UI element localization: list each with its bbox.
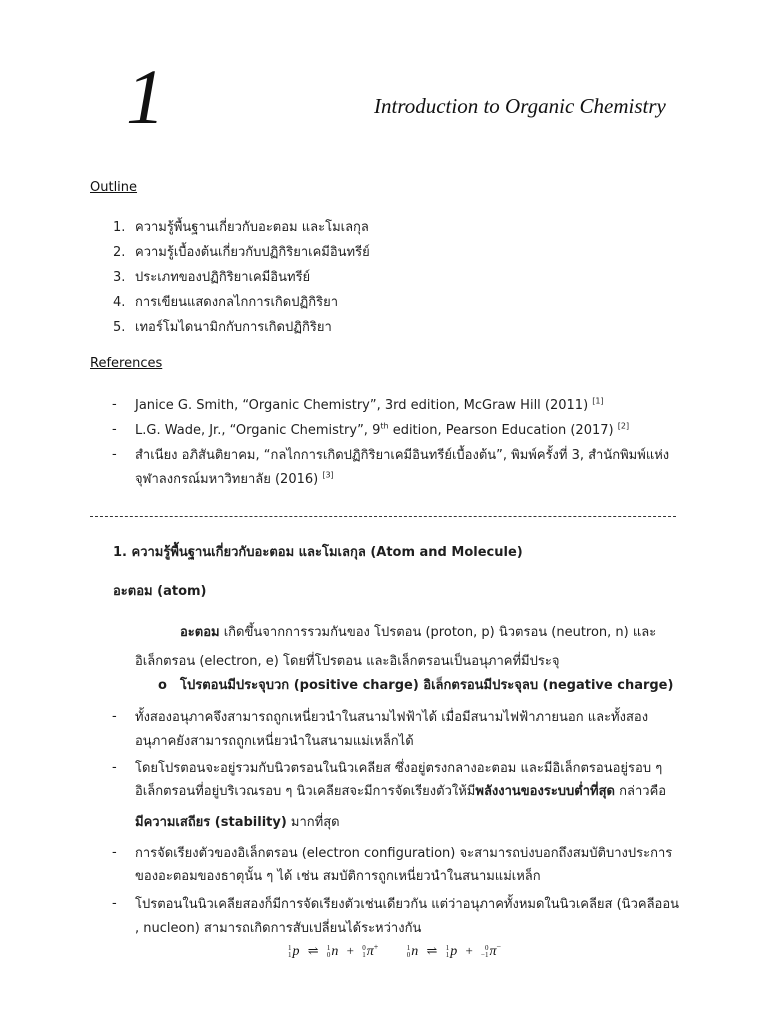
dash-bullet: - — [112, 397, 117, 412]
list-text: ประเภทของปฏิกิริยาเคมีอินทรีย์ — [135, 270, 311, 285]
dash-item-line: , nucleon) สามารถเกิดการสับเปลี่ยนได้ระหว่างกัน — [135, 921, 422, 936]
equilibrium-arrow: ⇌ — [426, 943, 438, 958]
dash-item-line: อนุภาคยังสามารถถูกเหนี่ยวนำในสนามแม่เหล็กได้ — [135, 734, 414, 749]
pion-symbol: π — [489, 944, 497, 959]
reference-item-continued — [135, 471, 334, 489]
nuclide-indices: 1 0 — [326, 944, 331, 960]
dash-bullet: - — [112, 845, 117, 860]
charge-minus: − — [496, 942, 502, 952]
bullet-circle-icon: o — [158, 678, 167, 693]
neutron-symbol: n — [411, 944, 419, 959]
list-number: 5. — [113, 320, 126, 335]
nuclear-equation — [288, 943, 501, 960]
dash-item-text: มากที่สุด — [286, 815, 340, 830]
outline-heading: Outline — [90, 180, 138, 195]
dash-item-line: โปรตอนในนิวเคลียสองก็มีการจัดเรียงตัวเช่นเดียวกัน แต่ว่าอนุภาคทั้งหมดในนิวเคลียส (นิวคลีออน — [135, 897, 680, 912]
list-number: 4. — [113, 295, 126, 310]
nuclide-indices: 1 1 — [445, 944, 450, 960]
dash-bullet: - — [112, 447, 117, 462]
list-item — [113, 219, 370, 244]
dash-item-bold: มีความเสถียร (stability) — [135, 815, 287, 830]
proton-symbol: p — [450, 944, 458, 959]
dash-bullet: - — [112, 709, 117, 724]
plus-sign: + — [465, 943, 473, 958]
reference-text: จุฬาลงกรณ์มหาวิทยาลัย (2016) — [135, 472, 323, 487]
list-number: 3. — [113, 270, 126, 285]
list-number: 2. — [113, 245, 126, 260]
pion-symbol: π — [366, 944, 374, 959]
list-number: 1. — [113, 220, 126, 235]
paragraph-line: อิเล็กตรอน (electron, e) โดยที่โปรตอน และอิเล็กตรอนเป็นอนุภาคที่มีประจุ — [135, 654, 560, 669]
plus-sign: + — [346, 943, 354, 958]
dash-item-line: การจัดเรียงตัวของอิเล็กตรอน (electron configuration) จะสามารถบ่งบอกถึงสมบัติบางประการ — [135, 846, 673, 861]
section-divider — [90, 516, 676, 517]
paragraph-text: เกิดขึ้นจากการรวมกันของ โปรตอน (proton, p) นิวตรอน (neutron, n) และ — [219, 625, 657, 640]
dash-bullet: - — [112, 760, 117, 775]
list-text: ความรู้พื้นฐานเกี่ยวกับอะตอม และโมเลกุล — [135, 220, 369, 235]
outline-list — [113, 219, 370, 344]
dash-item-line: ของอะตอมของธาตุนั้น ๆ ได้ เช่น สมบัติการถูกเหนี่ยวนำในสนามแม่เหล็ก — [135, 869, 541, 884]
list-item — [113, 319, 370, 344]
term-bold: อะตอม — [180, 625, 220, 640]
list-item — [113, 244, 370, 269]
reference-text: Janice G. Smith, “Organic Chemistry”, 3rd edition, McGraw Hill (2011) — [135, 398, 593, 413]
dash-item-text: กล่าวคือ — [615, 784, 667, 799]
reference-marker: [1] — [592, 396, 604, 406]
reference-item — [135, 422, 629, 440]
reference-item — [135, 397, 604, 415]
dash-item-line: ทั้งสองอนุภาคจึงสามารถถูกเหนี่ยวนำในสนามไฟฟ้าได้ เมื่อมีสนามไฟฟ้าภายนอก และทั้งสอง — [135, 710, 649, 725]
equilibrium-arrow: ⇌ — [307, 943, 319, 958]
list-text: เทอร์โมไดนามิกกับการเกิดปฏิกิริยา — [135, 320, 332, 335]
dash-item-text: อิเล็กตรอนที่อยู่บริเวณรอบ ๆ นิวเคลียสจะมีการจัดเรียงตัวให้มี — [135, 784, 476, 799]
reference-item: สำเนียง อภิสันติยาคม, “กลไกการเกิดปฏิกิริยาเคมีอินทรีย์เบื้องต้น”, พิมพ์ครั้งที่ 3, สำนักพิมพ์แห่ง — [135, 448, 670, 463]
dash-item-line — [135, 783, 666, 801]
list-item — [113, 294, 370, 319]
paragraph-line — [180, 624, 656, 642]
dash-item-line — [135, 814, 340, 832]
nuclide-indices: 1 0 — [406, 944, 411, 960]
reference-marker: [2] — [617, 421, 630, 431]
references-heading: References — [90, 356, 163, 371]
list-text: ความรู้เบื้องต้นเกี่ยวกับปฏิกิริยาเคมีอินทรีย์ — [135, 245, 370, 260]
list-item — [113, 269, 370, 294]
reference-text: L.G. Wade, Jr., “Organic Chemistry”, 9 — [135, 423, 381, 438]
nuclide-indices: 0 1 — [362, 944, 366, 960]
bullet-text: โปรตอนมีประจุบวก (positive charge) อิเล็กตรอนมีประจุลบ (negative charge) — [180, 678, 674, 693]
nuclide-indices: 1 1 — [288, 944, 292, 960]
dash-bullet: - — [112, 422, 117, 437]
section-heading: 1. ความรู้พื้นฐานเกี่ยวกับอะตอม และโมเลกุล (Atom and Molecule) — [113, 545, 523, 560]
list-text: การเขียนแสดงกลไกการเกิดปฏิกิริยา — [135, 295, 338, 310]
dash-item-line: โดยโปรตอนจะอยู่รวมกับนิวตรอนในนิวเคลียส ซึ่งอยู่ตรงกลางอะตอม และมีอิเล็กตรอนอยู่รอบ ๆ — [135, 761, 663, 776]
reference-text: edition, Pearson Education (2017) — [388, 423, 618, 438]
dash-item-bold: พลังงานของระบบต่ำที่สุด — [475, 784, 615, 799]
nuclide-indices: 0 −1 — [481, 944, 489, 960]
subsection-heading: อะตอม (atom) — [113, 584, 207, 599]
chapter-number: 1 — [126, 53, 165, 140]
proton-symbol: p — [292, 944, 300, 959]
reference-marker: [3] — [322, 470, 334, 480]
chapter-title: Introduction to Organic Chemistry — [374, 94, 666, 118]
neutron-symbol: n — [331, 944, 339, 959]
dash-bullet: - — [112, 896, 117, 911]
charge-plus: + — [373, 942, 379, 952]
superscript: th — [380, 421, 389, 431]
